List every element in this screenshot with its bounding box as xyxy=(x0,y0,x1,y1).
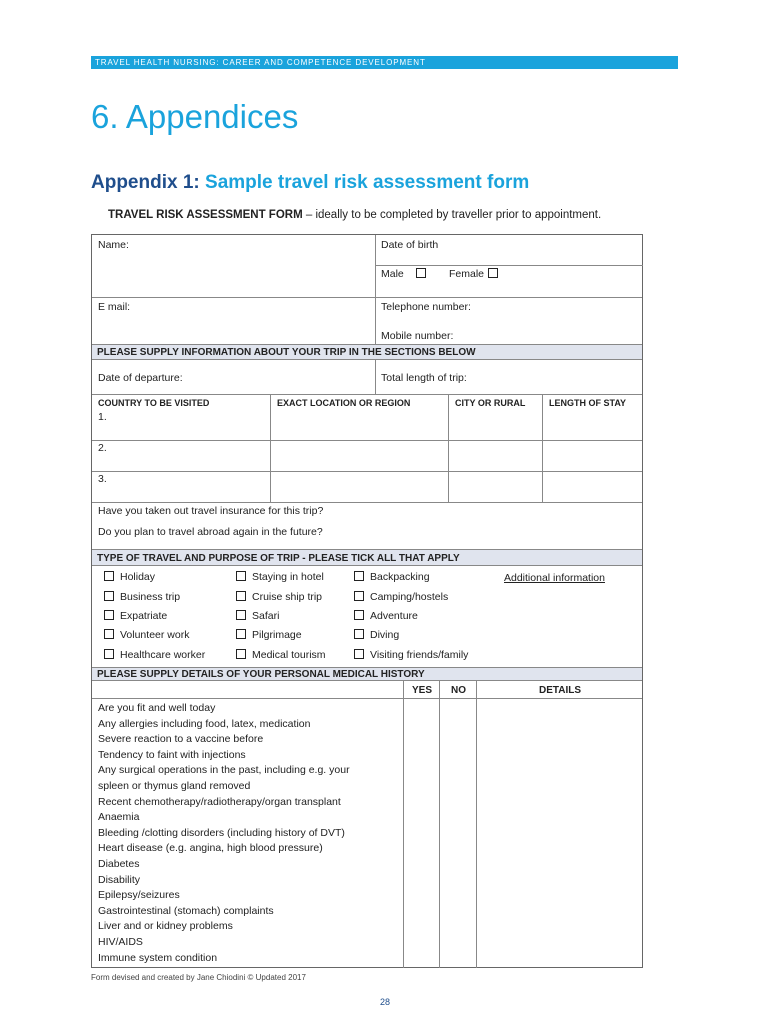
checkbox[interactable] xyxy=(354,629,364,639)
form-instruction: – ideally to be completed by traveller prior to appointment. xyxy=(302,209,602,221)
mobile-field[interactable]: Mobile number: xyxy=(381,330,454,342)
dob-field[interactable]: Date of birth xyxy=(381,239,439,251)
appendix-label: Appendix 1: xyxy=(91,172,200,193)
country-row-1[interactable]: 1. xyxy=(98,411,107,423)
checkbox[interactable] xyxy=(236,629,246,639)
purpose-option[interactable] xyxy=(104,629,189,641)
medical-history-item: Gastrointestinal (stomach) complaints xyxy=(98,904,274,917)
purpose-option-label: Adventure xyxy=(370,610,418,622)
medical-history-item: Diabetes xyxy=(98,858,140,870)
purpose-option-label: Safari xyxy=(252,610,280,622)
page-title: 6. Appendices xyxy=(91,98,299,135)
female-label: Female xyxy=(449,268,485,280)
purpose-option-label: Backpacking xyxy=(370,571,430,583)
medical-history-item: Are you fit and well today xyxy=(98,702,216,714)
medical-section-heading: PLEASE SUPPLY DETAILS OF YOUR PERSONAL MEDICAL HISTORY xyxy=(92,667,642,681)
purpose-option-label: Diving xyxy=(370,629,400,641)
page-number: 28 xyxy=(379,997,390,1007)
checkbox[interactable] xyxy=(104,610,114,620)
email-field[interactable]: E mail: xyxy=(98,301,131,313)
medical-history-item: Immune system condition xyxy=(98,951,218,964)
form-credit: Form devised and created by Jane Chiodini © Updated 2017 xyxy=(91,973,306,982)
purpose-option[interactable] xyxy=(354,649,468,661)
purpose-section-heading: TYPE OF TRAVEL AND PURPOSE OF TRIP - PLEASE TICK ALL THAT APPLY xyxy=(92,549,642,566)
medical-history-item: Any surgical operations in the past, including e.g. your xyxy=(98,764,350,777)
medical-history-item: Tendency to faint with injections xyxy=(98,748,246,761)
purpose-option[interactable] xyxy=(354,610,418,622)
checkbox[interactable] xyxy=(236,610,246,620)
medical-history-item: Recent chemotherapy/radiotherapy/organ transplant xyxy=(98,795,341,808)
running-header: TRAVEL HEALTH NURSING: CAREER AND COMPETENCE DEVELOPMENT xyxy=(91,56,678,69)
checkbox[interactable] xyxy=(354,571,364,581)
purpose-option[interactable] xyxy=(354,629,399,641)
purpose-option[interactable] xyxy=(354,591,448,603)
purpose-option-label: Expatriate xyxy=(120,610,168,622)
checkbox[interactable] xyxy=(354,610,364,620)
medical-history-item: Liver and or kidney problems xyxy=(98,920,233,933)
assessment-form xyxy=(91,234,643,968)
medical-history-item: Any allergies including food, latex, medication xyxy=(98,717,311,730)
checkbox[interactable] xyxy=(104,571,114,581)
purpose-option-label: Visiting friends/family xyxy=(370,649,469,661)
medical-history-item: Heart disease (e.g. angina, high blood pressure) xyxy=(98,842,323,855)
checkbox[interactable] xyxy=(236,649,246,659)
purpose-option[interactable] xyxy=(236,591,322,603)
medical-history-item: Epilepsy/seizures xyxy=(98,889,180,902)
purpose-option[interactable] xyxy=(236,649,326,661)
purpose-option[interactable] xyxy=(236,571,324,583)
purpose-option-label: Healthcare worker xyxy=(120,649,206,661)
purpose-option-label: Pilgrimage xyxy=(252,629,302,641)
purpose-option[interactable] xyxy=(104,591,180,603)
medical-history-item: Anaemia xyxy=(98,811,140,824)
medical-history-item: HIV/AIDS xyxy=(98,936,143,948)
purpose-option[interactable] xyxy=(104,610,167,622)
trip-section-heading: PLEASE SUPPLY INFORMATION ABOUT YOUR TRIP IN THE SECTIONS BELOW xyxy=(92,344,642,360)
departure-field[interactable]: Date of departure: xyxy=(98,372,183,384)
country-row-2[interactable]: 2. xyxy=(98,442,107,454)
male-label: Male xyxy=(381,268,404,280)
medical-history-item: Bleeding /clotting disorders (including history of DVT) xyxy=(98,826,345,839)
medical-history-item: Disability xyxy=(98,873,141,886)
telephone-field[interactable]: Telephone number: xyxy=(381,301,471,313)
purpose-option-label: Staying in hotel xyxy=(252,571,324,583)
purpose-option[interactable] xyxy=(104,571,155,583)
purpose-option-label: Medical tourism xyxy=(252,649,326,661)
purpose-option-label: Holiday xyxy=(120,571,156,583)
col-city: CITY OR RURAL xyxy=(455,398,526,408)
col-location: EXACT LOCATION OR REGION xyxy=(277,398,411,408)
checkbox[interactable] xyxy=(104,591,114,601)
purpose-option[interactable] xyxy=(236,610,279,622)
col-details: DETAILS xyxy=(539,685,582,696)
male-option[interactable] xyxy=(381,268,432,280)
checkbox[interactable] xyxy=(354,591,364,601)
col-country: COUNTRY TO BE VISITED xyxy=(98,398,210,408)
purpose-option[interactable] xyxy=(236,629,302,641)
checkbox[interactable] xyxy=(104,629,114,639)
male-checkbox[interactable] xyxy=(416,268,426,278)
checkbox[interactable] xyxy=(104,649,114,659)
col-yes: YES xyxy=(412,685,433,696)
additional-info-link[interactable]: Additional information xyxy=(504,572,605,584)
purpose-option-label: Cruise ship trip xyxy=(252,591,323,603)
form-intro xyxy=(108,209,601,221)
purpose-option[interactable] xyxy=(104,649,205,661)
col-no: NO xyxy=(451,685,466,696)
future-travel-question: Do you plan to travel abroad again in the future? xyxy=(98,526,323,538)
checkbox[interactable] xyxy=(236,591,246,601)
medical-history-item: Severe reaction to a vaccine before xyxy=(98,733,264,746)
checkbox[interactable] xyxy=(236,571,246,581)
trip-length-field[interactable]: Total length of trip: xyxy=(381,372,467,384)
country-row-3[interactable]: 3. xyxy=(98,473,107,485)
insurance-question: Have you taken out travel insurance for this trip? xyxy=(98,505,324,517)
purpose-option-label: Camping/hostels xyxy=(370,591,449,603)
name-field[interactable]: Name: xyxy=(98,239,129,251)
form-name: TRAVEL RISK ASSESSMENT FORM xyxy=(108,209,303,221)
checkbox[interactable] xyxy=(354,649,364,659)
appendix-heading xyxy=(91,172,529,194)
appendix-title: Sample travel risk assessment form xyxy=(205,172,530,193)
col-stay: LENGTH OF STAY xyxy=(549,398,627,408)
medical-history-item: spleen or thymus gland removed xyxy=(98,780,251,792)
purpose-option-label: Business trip xyxy=(120,591,181,603)
purpose-option[interactable] xyxy=(354,571,430,583)
purpose-option-label: Volunteer work xyxy=(120,629,190,641)
female-checkbox[interactable] xyxy=(488,268,498,278)
female-option[interactable] xyxy=(449,268,504,280)
